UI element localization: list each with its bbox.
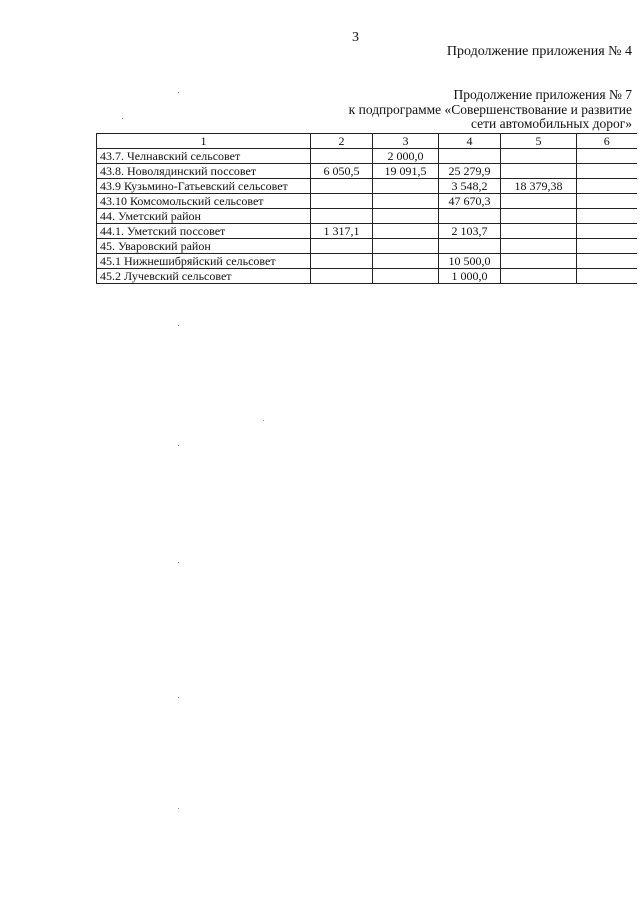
table-row — [97, 209, 637, 224]
value-cell: 18 379,38 — [501, 179, 577, 194]
value-cell — [311, 194, 373, 209]
value-cell — [577, 254, 637, 269]
value-cell — [501, 194, 577, 209]
column-header: 6 — [577, 134, 637, 149]
row-label-cell: 43.7. Челнавский сельсовет — [97, 149, 311, 164]
value-cell: 25 279,9 — [439, 164, 501, 179]
table-header-row — [97, 134, 637, 149]
value-cell — [373, 269, 439, 284]
row-label-cell: 44. Уметский район — [97, 209, 311, 224]
row-label-cell: 45.1 Нижнешибряйский сельсовет — [97, 254, 311, 269]
table-row — [97, 224, 637, 239]
value-cell — [501, 224, 577, 239]
row-label-cell: 43.8. Новолядинский поссовет — [97, 164, 311, 179]
row-label-cell: 43.9 Кузьмино-Гатьевский сельсовет — [97, 179, 311, 194]
column-header: 2 — [311, 134, 373, 149]
row-label-cell: 45. Уваровский район — [97, 239, 311, 254]
scan-speck — [263, 420, 264, 421]
value-cell — [439, 239, 501, 254]
value-cell: 10 500,0 — [439, 254, 501, 269]
value-cell — [373, 254, 439, 269]
value-cell: 1 000,0 — [439, 269, 501, 284]
scan-speck — [178, 445, 179, 446]
scan-speck — [122, 118, 123, 119]
scan-speck — [178, 697, 179, 698]
value-cell — [373, 224, 439, 239]
value-cell — [577, 209, 637, 224]
value-cell — [577, 194, 637, 209]
value-cell — [577, 179, 637, 194]
column-header: 5 — [501, 134, 577, 149]
table-row — [97, 254, 637, 269]
value-cell: 1 317,1 — [311, 224, 373, 239]
value-cell — [373, 179, 439, 194]
value-cell — [311, 239, 373, 254]
page-number: 3 — [352, 30, 359, 45]
value-cell — [373, 194, 439, 209]
continuation-note: Продолжение приложения № 4 — [446, 44, 632, 59]
column-header: 3 — [373, 134, 439, 149]
value-cell: 6 050,5 — [311, 164, 373, 179]
scan-speck — [178, 92, 179, 93]
value-cell — [501, 269, 577, 284]
table-row — [97, 239, 637, 254]
value-cell: 2 000,0 — [373, 149, 439, 164]
value-cell — [577, 164, 637, 179]
table-row — [97, 149, 637, 164]
scan-speck — [178, 808, 179, 809]
value-cell — [311, 149, 373, 164]
value-cell — [501, 239, 577, 254]
value-cell: 47 670,3 — [439, 194, 501, 209]
value-cell — [439, 209, 501, 224]
value-cell — [501, 164, 577, 179]
value-cell — [577, 269, 637, 284]
appendix-header — [272, 88, 632, 132]
value-cell: 2 103,7 — [439, 224, 501, 239]
value-cell — [577, 239, 637, 254]
row-label-cell: 44.1. Уметский поссовет — [97, 224, 311, 239]
column-header: 4 — [439, 134, 501, 149]
appendix-header-line-2: к подпрограмме «Совершенствование и развитие — [348, 101, 632, 117]
table-row — [97, 164, 637, 179]
scan-speck — [178, 562, 179, 563]
value-cell — [577, 224, 637, 239]
appendix-header-line-3: сети автомобильных дорог» — [471, 116, 632, 131]
value-cell — [311, 179, 373, 194]
value-cell — [311, 254, 373, 269]
value-cell — [373, 239, 439, 254]
column-header: 1 — [97, 134, 311, 149]
appendix-table — [96, 133, 637, 284]
value-cell — [577, 149, 637, 164]
value-cell — [439, 149, 501, 164]
scan-speck — [178, 325, 179, 326]
value-cell: 19 091,5 — [373, 164, 439, 179]
value-cell — [501, 254, 577, 269]
table-row — [97, 194, 637, 209]
value-cell — [501, 209, 577, 224]
value-cell: 3 548,2 — [439, 179, 501, 194]
row-label-cell: 43.10 Комсомольский сельсовет — [97, 194, 311, 209]
value-cell — [501, 149, 577, 164]
value-cell — [373, 209, 439, 224]
table-row — [97, 269, 637, 284]
value-cell — [311, 209, 373, 224]
appendix-header-line-1: Продолжение приложения № 7 — [453, 87, 632, 102]
row-label-cell: 45.2 Лучевский сельсовет — [97, 269, 311, 284]
table-row — [97, 179, 637, 194]
value-cell — [311, 269, 373, 284]
